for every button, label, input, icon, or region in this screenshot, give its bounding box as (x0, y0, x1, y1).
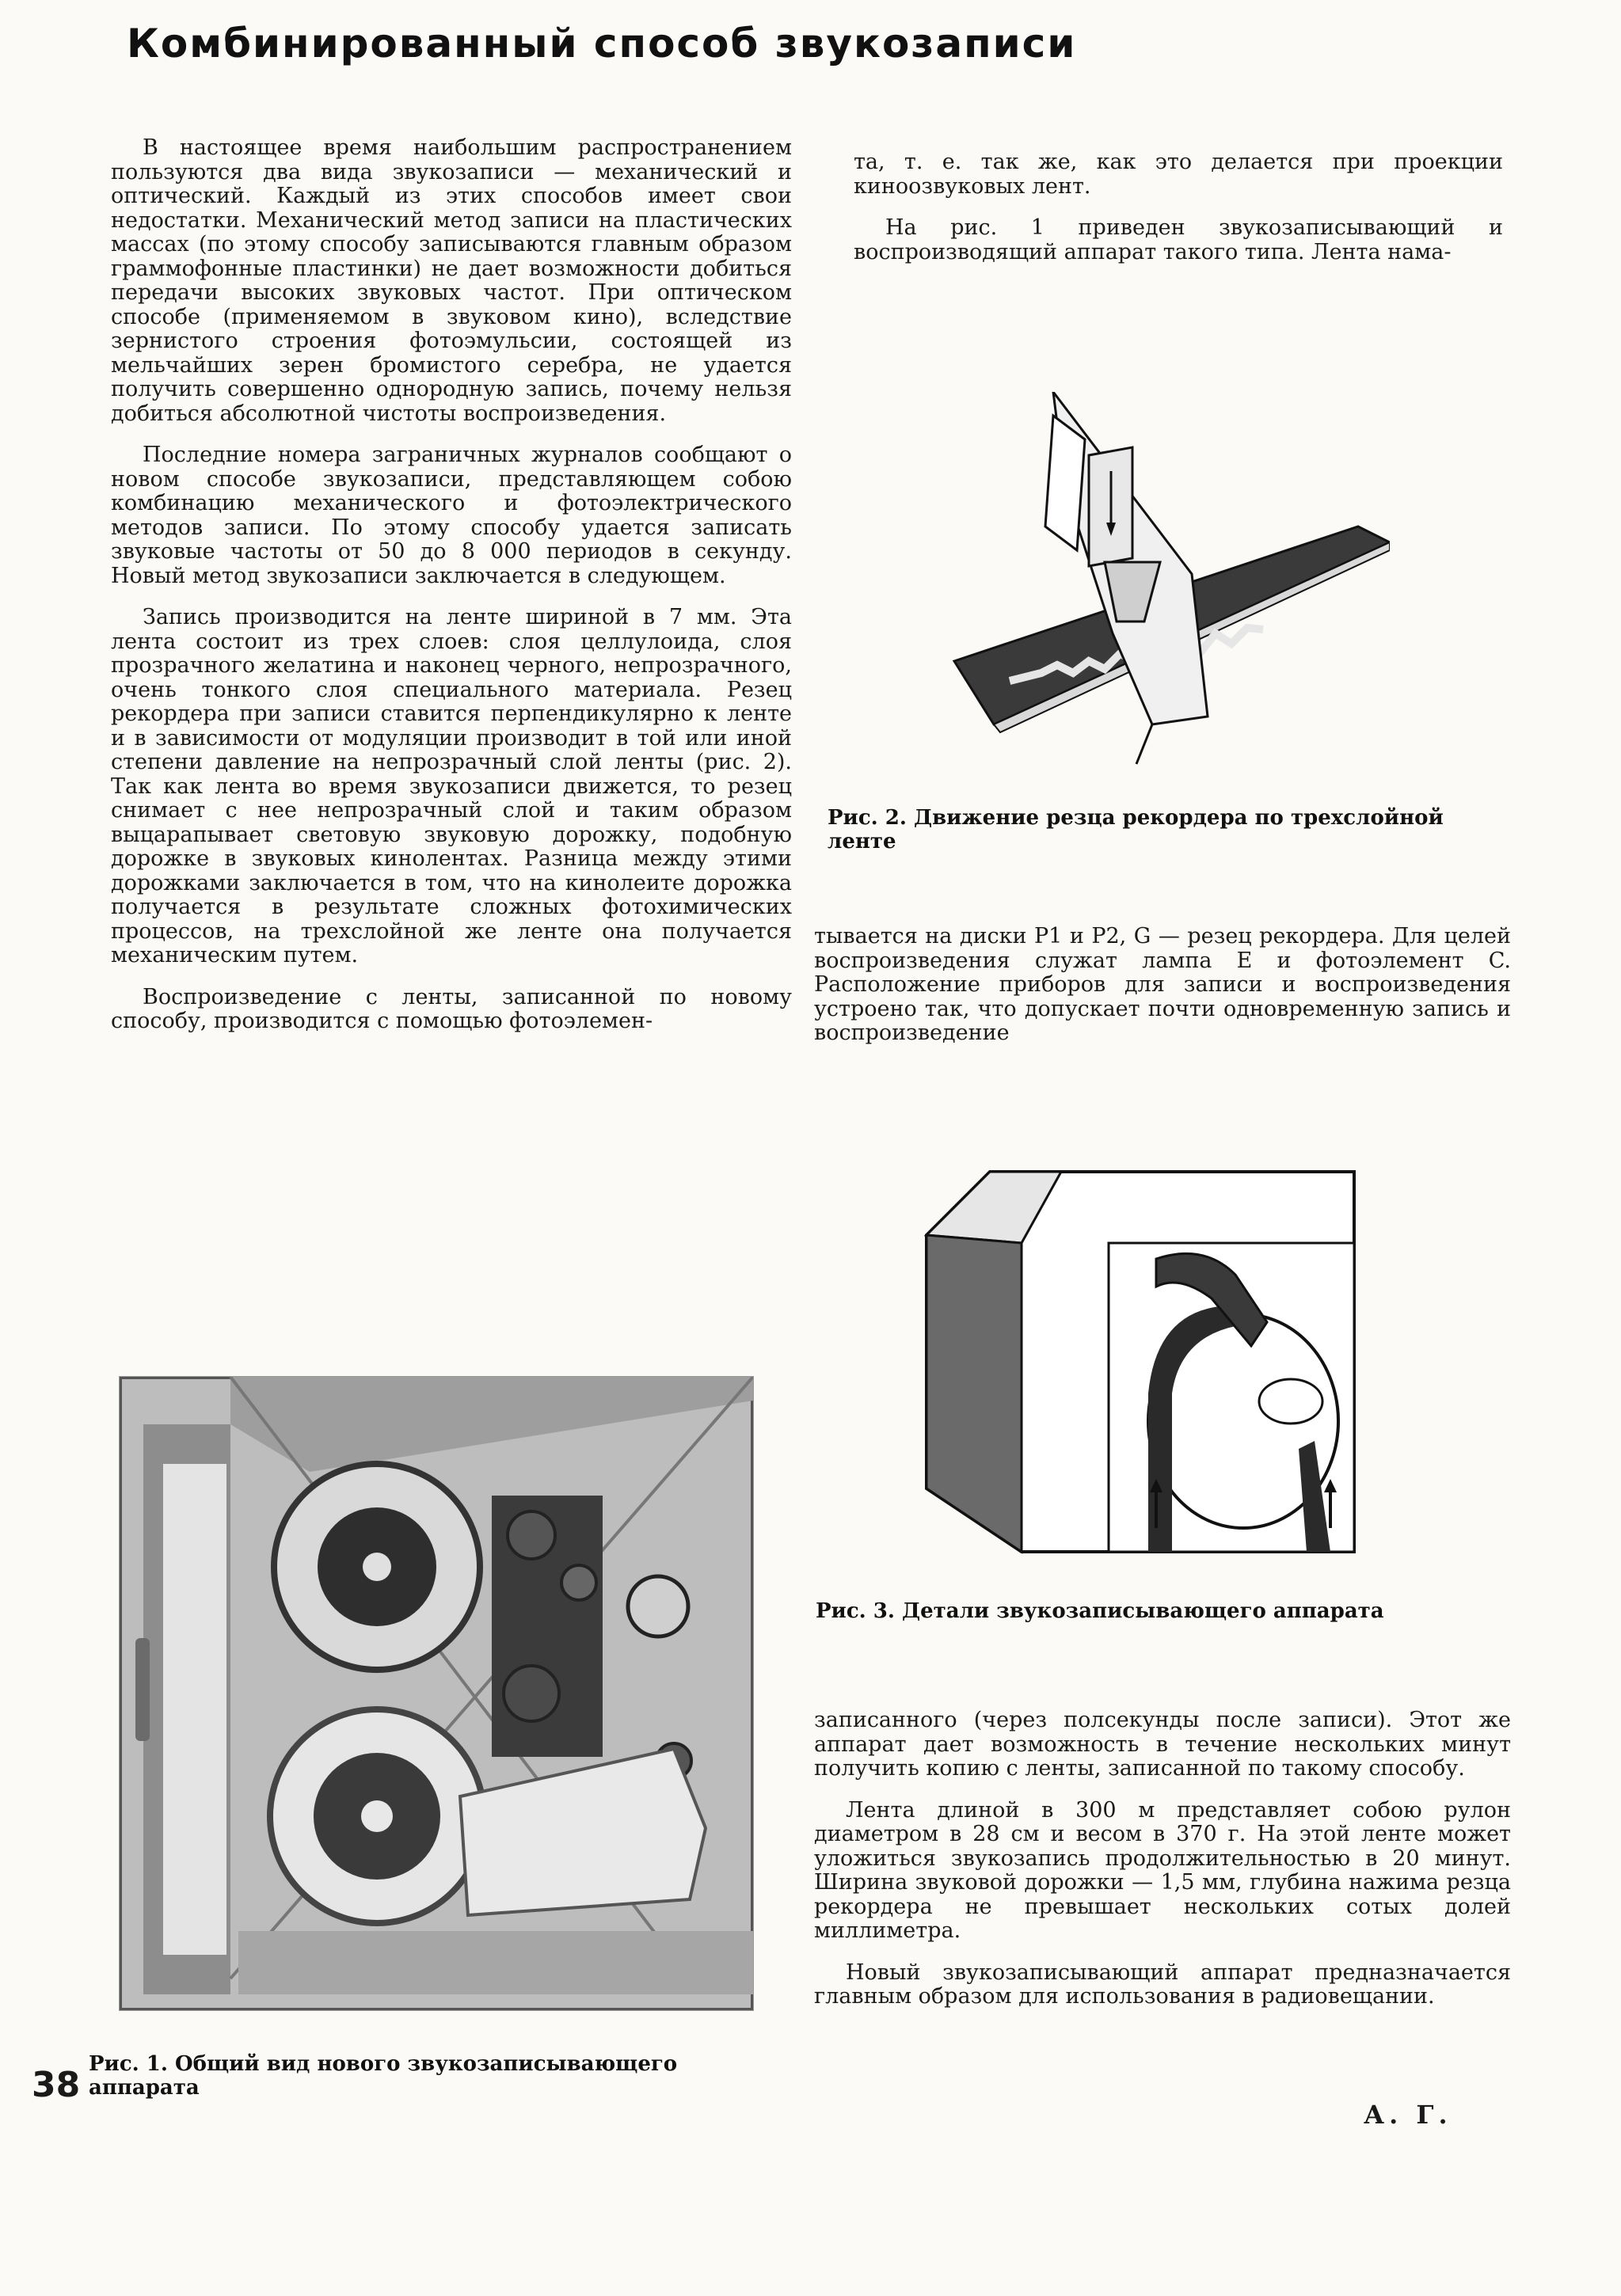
housing-side (927, 1235, 1022, 1552)
paragraph: Воспроизведение с ленты, записанной по новому способу, производится с помощью фотоэлемен- (111, 984, 792, 1033)
figure-3-illustration (919, 1156, 1362, 1583)
figure-2-caption: Рис. 2. Движение резца рекордера по трехслойной ленте (828, 806, 1444, 853)
right-column-top (854, 150, 1503, 282)
paragraph: На рис. 1 приведен звукозаписывающий и воспроизводящий аппарат такого типа. Лента нама- (854, 215, 1503, 264)
paragraph: В настоящее время наибольшим распространением пользуются два вида звукозаписи — механический и оптический. Каждый из этих способов имеет свои недостатки. Механический метод записи на пластических массах (по этому способу записываются главным образом граммофонные пластинки) не дает возможности добиться передачи высоких звуковых частот. При оптическом способе (применяемом в звуковом кино), вследствие зернистого строения фотоэмульсии, состоящей из мельчайших зерен бромистого серебра, не удается получить совершенно однородную запись, почему нельзя добиться абсолютной чистоты воспроизведения. (111, 135, 792, 426)
figure-2-illustration (946, 392, 1390, 780)
right-column-bottom (814, 1709, 1511, 2027)
article-title: Комбинированный способ звукозаписи (127, 21, 1077, 67)
figure-1-caption: Рис. 1. Общий вид нового звукозаписывающего аппарата (89, 2052, 678, 2100)
page-number: 38 (32, 2065, 81, 2105)
paragraph: записанного (через полсекунды после записи). Этот же аппарат дает возможность в течение нескольких минут получить копию с ленты, записанной по такому способу. (814, 1708, 1511, 1781)
paragraph: Лента длиной в 300 м представляет собою рулон диаметром в 28 см и весом в 370 г. На этой ленте может уложиться звукозапись продолжительностью в 20 минут. Ширина звуковой дорожки — 1,5 мм, глубина нажима резца рекордера не превышает нескольких сотых долей миллиметра. (814, 1797, 1511, 1943)
door-handle (135, 1638, 150, 1741)
paragraph: тывается на диски P1 и P2, G — резец рекордера. Для целей воспроизведения служат лампа E и фотоэлемент C. Расположение приборов для записи и воспроизведения устроено так, что допускает почти одновременную запись и воспроизведение (814, 924, 1511, 1045)
figure-1-photo (119, 1376, 754, 2011)
author-signature: А. Г. (1364, 2100, 1452, 2130)
paragraph: Последние номера заграничных журналов сообщают о новом способе звукозаписи, представляющем собою комбинацию механического и фотоэлектрического методов записи. По этому способу удается записать звуковые частоты от 50 до 8 000 периодов в секунду. Новый метод звукозаписи заключается в следующем. (111, 443, 792, 588)
paragraph: Запись производится на ленте шириной в 7 мм. Эта лента состоит из трех слоев: слоя целлулоида, слоя прозрачного желатина и наконец черного, непрозрачного, очень тонкого слоя специального материала. Резец рекордера при записи ставится перпендикулярно к ленте и в зависимости от модуляции производит в той или иной степени давление на непрозрачный слой ленты (рис. 2). Так как лента во время звукозаписи движется, то резец снимает с нее непрозрачный слой и таким образом выцарапывает световую звуковую дорожку, подобную дорожке в звуковых кинолентах. Разница между этими дорожками заключается в том, что на кинолеите дорожка получается в результате сложных фотохимических процессов, на трехслойной же ленте она получается механическим путем. (111, 605, 792, 967)
paragraph: Новый звукозаписывающий аппарат предназначается главным образом для использования в радиовещании. (814, 1960, 1511, 2009)
right-column-middle (814, 925, 1511, 1063)
dial (628, 1576, 688, 1636)
recorder-stylus (1045, 416, 1085, 550)
figure-3-caption: Рис. 3. Детали звукозаписывающего аппарата (816, 1599, 1384, 1623)
left-column (111, 136, 792, 1051)
paragraph: та, т. е. так же, как это делается при проекции киноозвуковых лент. (854, 150, 1503, 199)
